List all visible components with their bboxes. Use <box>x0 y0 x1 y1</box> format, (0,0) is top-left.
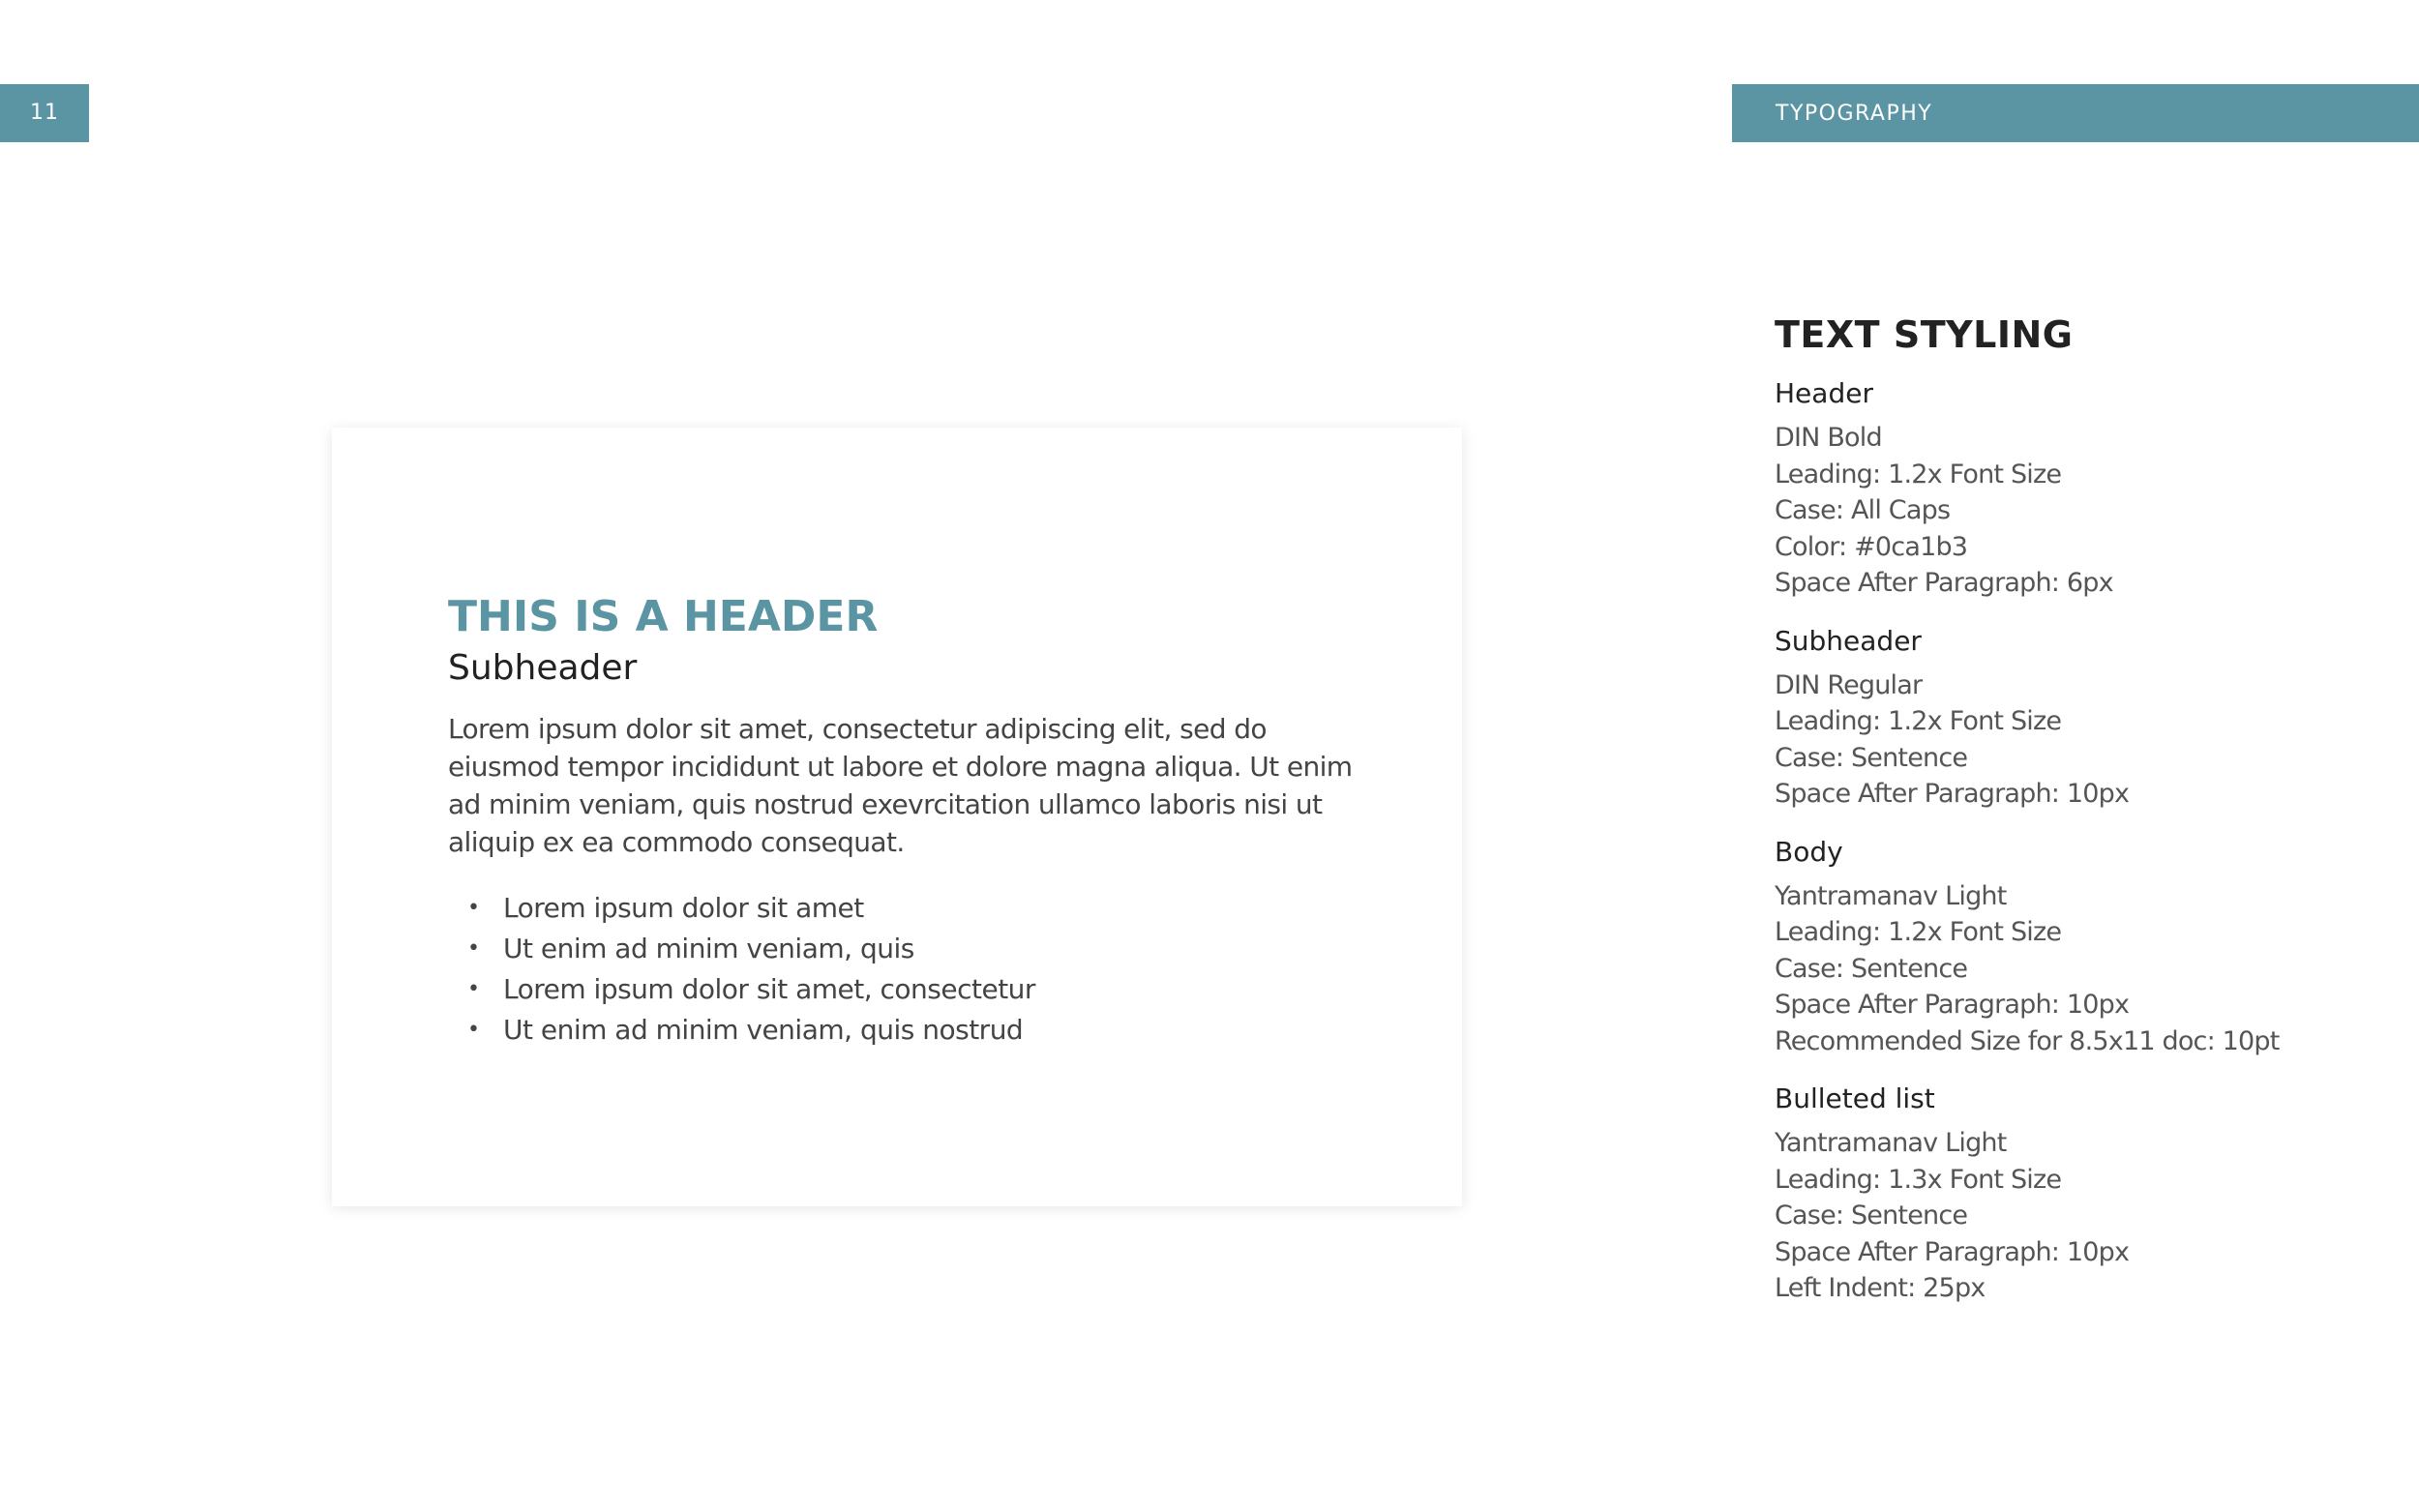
spec-line: Case: Sentence <box>1775 1201 1968 1230</box>
spec-group-title: Subheader <box>1775 624 1922 657</box>
page-number: 11 <box>0 84 89 142</box>
list-item-text: Lorem ipsum dolor sit amet <box>503 892 864 924</box>
spec-line: Yantramanav Light <box>1775 1128 2007 1158</box>
spec-line: Leading: 1.2x Font Size <box>1775 917 2062 947</box>
spec-line: Recommended Size for 8.5x11 doc: 10pt <box>1775 1025 2280 1056</box>
spec-line: Space After Paragraph: 10px <box>1775 1236 2130 1267</box>
spec-line: DIN Bold <box>1775 423 1882 453</box>
spec-group-title: Bulleted list <box>1775 1082 1935 1114</box>
list-item <box>448 969 1377 1010</box>
spec-line: Left Indent: 25px <box>1775 1273 1986 1303</box>
list-item <box>448 929 1377 969</box>
spec-group-title: Header <box>1775 377 1873 409</box>
list-item <box>448 888 1377 929</box>
list-item-text: Lorem ipsum dolor sit amet, consectetur <box>503 973 1035 1005</box>
spec-line: Leading: 1.3x Font Size <box>1775 1164 2062 1195</box>
spec-line: Case: All Caps <box>1775 495 1951 525</box>
specs-title: TEXT STYLING <box>1775 313 2074 356</box>
sample-bulleted-list <box>448 888 1377 1051</box>
spec-line: DIN Regular <box>1775 669 1923 700</box>
sample-header: THIS IS A HEADER <box>448 592 879 641</box>
spec-line: Color: #0ca1b3 <box>1775 531 1968 562</box>
spec-line: Space After Paragraph: 6px <box>1775 568 2113 598</box>
spec-group-header <box>1775 373 2394 602</box>
sample-content <box>448 592 1377 1051</box>
spec-group-subheader <box>1775 621 2394 813</box>
spec-line: Space After Paragraph: 10px <box>1775 990 2130 1020</box>
list-item-text: Ut enim ad minim veniam, quis nostrud <box>503 1014 1024 1046</box>
list-item <box>448 1010 1377 1051</box>
section-label: TYPOGRAPHY <box>1732 84 2419 142</box>
spec-line: Yantramanav Light <box>1775 880 2007 911</box>
sample-subheader: Subheader <box>448 648 638 688</box>
spec-group-title: Body <box>1775 835 1843 868</box>
spec-line: Case: Sentence <box>1775 953 1968 984</box>
list-item-text: Ut enim ad minim veniam, quis <box>503 933 914 964</box>
spec-line: Leading: 1.2x Font Size <box>1775 706 2062 736</box>
bullet-icon: • <box>467 936 480 961</box>
typography-sample-card <box>332 428 1462 1206</box>
sample-body-paragraph: Lorem ipsum dolor sit amet, consectetur adipiscing elit, sed do eiusmod tempor incididunt ut labore et dolore magna aliqua. Ut enim ad minim veniam, quis nostrud exevrcitation ullamco laboris nisi ut aliquip ex ea commodo consequat. <box>448 713 1353 858</box>
bullet-icon: • <box>467 896 480 920</box>
spec-line: Case: Sentence <box>1775 742 1968 773</box>
spec-group-body <box>1775 832 2394 1060</box>
text-styling-specs <box>1775 308 2394 1307</box>
spec-group-bulleted-list <box>1775 1079 2394 1307</box>
spec-line: Space After Paragraph: 10px <box>1775 779 2130 809</box>
bullet-icon: • <box>467 977 480 1001</box>
bullet-icon: • <box>467 1018 480 1042</box>
spec-line: Leading: 1.2x Font Size <box>1775 459 2062 489</box>
